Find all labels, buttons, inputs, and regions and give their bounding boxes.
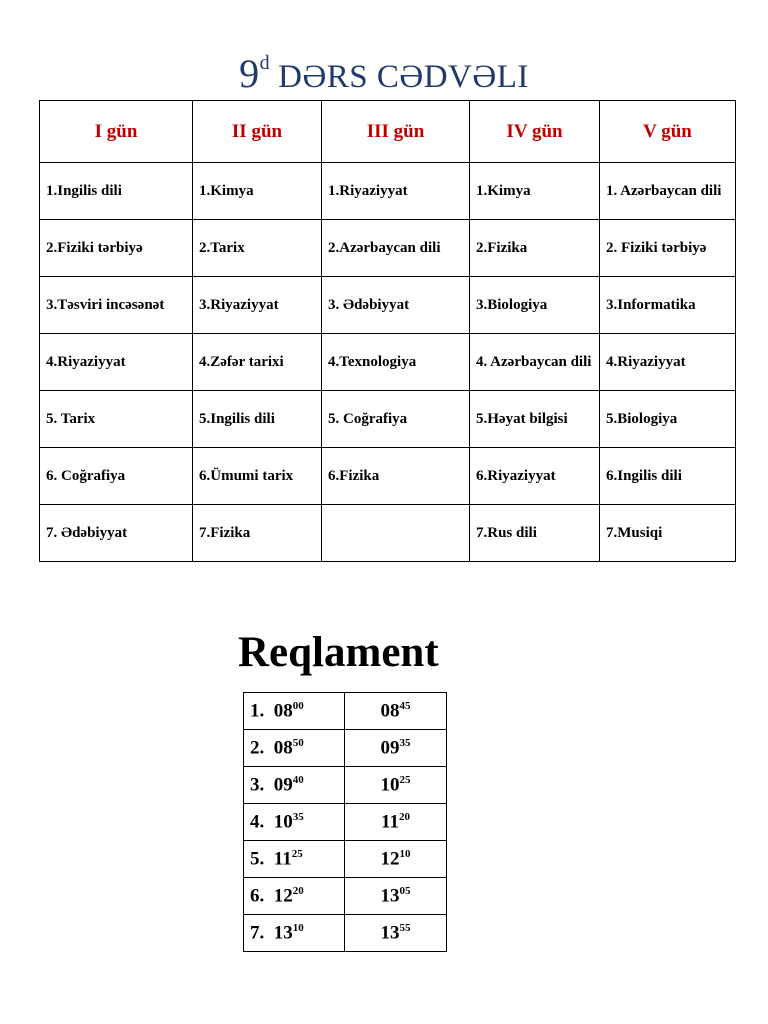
lesson-cell: 7. Ədəbiyyat [40,505,193,562]
lesson-cell: 6.Fizika [322,448,470,505]
start-time [244,841,345,878]
end-hour: 10 [380,774,400,796]
lesson-cell: 4.Riyaziyyat [40,334,193,391]
start-hour: 12 [273,885,293,907]
lesson-cell: 1.Ingilis dili [40,163,193,220]
reglament-row [244,693,447,730]
lesson-cell: 3.Riyaziyyat [193,277,322,334]
page-title [0,50,768,97]
lesson-number: 5. [250,848,265,870]
start-minute: 00 [292,699,304,712]
day-header: I gün [40,101,193,163]
lesson-cell: 3.Informatika [600,277,736,334]
day-header: III gün [322,101,470,163]
title-text: DƏRS CƏDVƏLI [278,59,529,95]
end-time [345,804,447,841]
day-header: II gün [193,101,322,163]
start-hour: 10 [273,811,293,833]
lesson-cell: 3.Biologiya [470,277,600,334]
lesson-cell: 6.Riyaziyyat [470,448,600,505]
reglament-row [244,841,447,878]
class-number: 9 [239,51,260,96]
lesson-cell: 1.Riyaziyyat [322,163,470,220]
lesson-cell: 6.Ingilis dili [600,448,736,505]
lesson-cell: 6.Ümumi tarix [193,448,322,505]
end-time [345,730,447,767]
end-hour: 13 [380,922,400,944]
lesson-cell: 5.Biologiya [600,391,736,448]
lesson-cell: 2.Azərbaycan dili [322,220,470,277]
lesson-cell: 6. Coğrafiya [40,448,193,505]
lesson-cell: 4.Texnologiya [322,334,470,391]
lesson-cell: 5. Coğrafiya [322,391,470,448]
reglament-row [244,767,447,804]
schedule-row [40,277,736,334]
start-minute: 10 [292,921,304,934]
reglament-title: Reqlament [238,629,439,676]
lesson-cell: 7.Fizika [193,505,322,562]
reglament-row [244,878,447,915]
lesson-cell: 2. Fiziki tərbiyə [600,220,736,277]
end-hour: 08 [380,700,400,722]
end-minute: 05 [399,884,411,897]
day-header: IV gün [470,101,600,163]
lesson-cell: 2.Fizika [470,220,600,277]
lesson-number: 4. [250,811,265,833]
lesson-number: 6. [250,885,265,907]
lesson-number: 3. [250,774,265,796]
day-header: V gün [600,101,736,163]
lesson-cell: 4. Azərbaycan dili [470,334,600,391]
lesson-cell: 1.Kimya [193,163,322,220]
start-minute: 20 [292,884,304,897]
end-minute: 20 [398,810,410,823]
start-hour: 09 [273,774,293,796]
end-hour: 11 [381,811,399,833]
start-minute: 25 [291,847,303,860]
start-hour: 11 [273,848,292,870]
lesson-cell: 7.Rus dili [470,505,600,562]
lesson-cell [322,505,470,562]
schedule-row [40,334,736,391]
start-hour: 13 [273,922,293,944]
start-time [244,767,345,804]
end-time [345,915,447,952]
reglament-row [244,915,447,952]
lesson-cell: 4.Zəfər tarixi [193,334,322,391]
lesson-cell: 1.Kimya [470,163,600,220]
class-letter: d [259,52,271,75]
start-hour: 08 [273,700,293,722]
lesson-cell: 2.Tarix [193,220,322,277]
end-time [345,767,447,804]
end-minute: 25 [399,773,411,786]
end-time [345,878,447,915]
schedule-header-row [40,101,736,163]
lesson-cell: 3.Təsviri incəsənət [40,277,193,334]
reglament-row [244,730,447,767]
schedule-row [40,163,736,220]
start-minute: 50 [292,736,304,749]
lesson-cell: 2.Fiziki tərbiyə [40,220,193,277]
lesson-cell: 4.Riyaziyyat [600,334,736,391]
end-minute: 55 [399,921,411,934]
end-hour: 09 [380,737,400,759]
start-time [244,804,345,841]
end-minute: 10 [399,847,411,860]
end-time [345,693,447,730]
end-hour: 12 [380,848,400,870]
lesson-number: 1. [250,700,265,722]
start-time [244,730,345,767]
end-hour: 13 [380,885,400,907]
lesson-cell: 7.Musiqi [600,505,736,562]
reglament-table [243,692,447,952]
schedule-row [40,391,736,448]
schedule-row [40,505,736,562]
start-time [244,915,345,952]
lesson-number: 2. [250,737,265,759]
lesson-cell: 5. Tarix [40,391,193,448]
end-minute: 45 [399,699,411,712]
end-time [345,841,447,878]
schedule-row [40,448,736,505]
schedule-table [39,100,736,562]
lesson-number: 7. [250,922,265,944]
start-minute: 40 [292,773,304,786]
reglament-row [244,804,447,841]
start-hour: 08 [273,737,293,759]
lesson-cell: 3. Ədəbiyyat [322,277,470,334]
lesson-cell: 5.Ingilis dili [193,391,322,448]
end-minute: 35 [399,736,411,749]
start-minute: 35 [292,810,304,823]
start-time [244,878,345,915]
lesson-cell: 1. Azərbaycan dili [600,163,736,220]
schedule-row [40,220,736,277]
start-time [244,693,345,730]
lesson-cell: 5.Həyat bilgisi [470,391,600,448]
